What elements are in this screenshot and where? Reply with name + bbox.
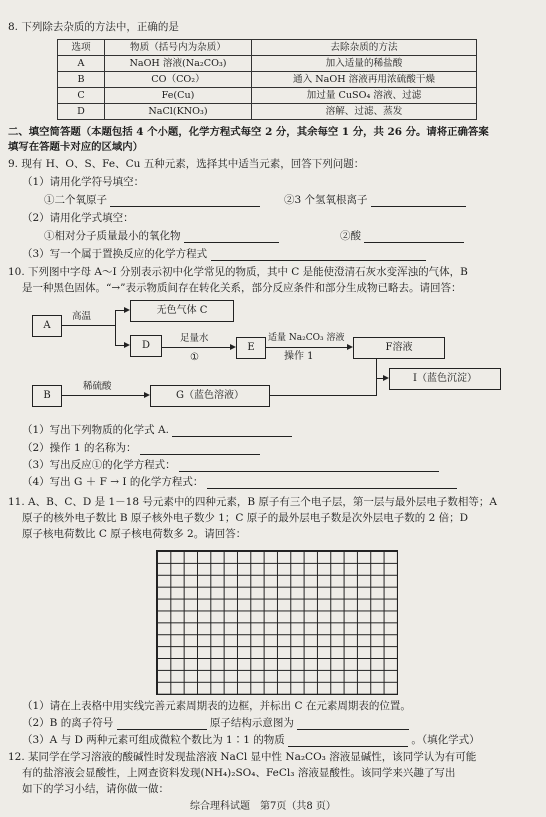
label-high-temp: 高温 (72, 311, 92, 322)
q9-part1b (284, 194, 466, 207)
q11-q2-label: （2）B 的离子符号 (22, 717, 114, 729)
arrow-head (144, 392, 150, 398)
q9-part2a (44, 230, 279, 243)
q9-part1a (44, 194, 260, 207)
answer-blank[interactable] (172, 426, 292, 437)
q11-q3-label: （3）A 与 D 两种元素可组成微粒个数比为 1∶1 的物质 (22, 734, 285, 746)
q10-q3-label: （3）写出反应①的化学方程式： (22, 459, 176, 471)
box-c: 无色气体 C (130, 300, 234, 322)
box-d: D (130, 335, 162, 357)
table-cell: B (58, 72, 105, 88)
box-b: B (32, 385, 62, 407)
section2-heading: 二、填空简答题（本题包括 4 个小题，化学方程式每空 2 分，其余每空 1 分，共 26 分。请将正确答案 (8, 126, 489, 138)
connector-line (376, 378, 383, 379)
arrow-head (230, 344, 236, 350)
box-e: E (236, 337, 266, 359)
answer-blank[interactable] (110, 196, 260, 207)
table-row (58, 104, 477, 120)
table-row (58, 72, 477, 88)
q11-q2 (22, 717, 409, 730)
q9-part1a-label: ①二个氧原子 (44, 194, 107, 206)
q10-q2 (22, 442, 260, 455)
q11-stem-cont: 原子的核外电子数比 B 原子核外电子数少 1；C 原子的最外层电子数是次外层电子数的 2 倍；D (22, 512, 469, 524)
arrow-head (124, 342, 130, 348)
q11-q1: （1）请在上表格中用实线完善元素周期表的边框，并标出 C 在元素周期表的位置。 (22, 700, 411, 712)
table-cell: 加入适量的稀盐酸 (252, 56, 477, 72)
connector-line (61, 325, 116, 326)
q9-stem: 9. 现有 H、O、S、Fe、Cu 五种元素，选择其中适当元素，回答下列问题： (8, 158, 365, 170)
table-cell: D (58, 104, 105, 120)
header-cell: 物质（括号内为杂质） (105, 40, 252, 56)
q8-stem: 8. 下列除去杂质的方法中，正确的是 (8, 21, 179, 33)
q11-q3-label2: 。（填化学式） (411, 734, 480, 746)
box-i: I（蓝色沉淀） (389, 368, 501, 390)
q9-part1b-label: ②3 个氢氧根离子 (284, 194, 368, 206)
connector-line (376, 358, 377, 378)
periodic-table-grid[interactable] (156, 550, 398, 695)
q11-q3 (22, 734, 480, 747)
q11-stem: 11. A、B、C、D 是 1－18 号元素中的四种元素，B 原子有三个电子层，第一层与最外层电子数相等；A (8, 496, 497, 508)
table-row (58, 56, 477, 72)
q10-q4 (22, 476, 457, 489)
page-footer: 综合理科试题 第7页（共8 页） (190, 801, 336, 812)
q9-part3 (22, 248, 426, 261)
table-cell: A (58, 56, 105, 72)
label-reaction-1: ① (190, 352, 199, 363)
connector-line (376, 378, 377, 396)
q10-q2-label: （2）操作 1 的名称为： (22, 442, 137, 454)
table-cell: CO（CO₂） (105, 72, 252, 88)
q9-part1: （1）请用化学符号填空： (22, 176, 145, 188)
table-cell: C (58, 88, 105, 104)
q9-part3-label: （3）写一个属于置换反应的化学方程式 (22, 248, 208, 260)
connector-line (269, 395, 376, 396)
table-cell: NaCl(KNO₃) (105, 104, 252, 120)
answer-blank[interactable] (371, 196, 466, 207)
answer-blank[interactable] (207, 478, 457, 489)
arrow-head (383, 375, 389, 381)
q9-part2a-label: ①相对分子质量最小的氧化物 (44, 230, 181, 242)
connector-line (115, 310, 116, 346)
connector-line (161, 347, 230, 348)
header-cell: 去除杂质的方法 (252, 40, 477, 56)
q12-stem-cont: 有的盐溶液会显酸性，上网查资料发现(NH₄)₂SO₄、FeCl₃ 溶液显酸性。该同学来兴趣了写出 (22, 767, 456, 779)
table-cell: 溶解、过滤、蒸发 (252, 104, 477, 120)
header-cell: 选项 (58, 40, 105, 56)
section2-heading-cont: 填写在答题卡对应的区域内） (8, 141, 144, 153)
answer-blank[interactable] (140, 444, 260, 455)
q10-stem: 10. 下列图中字母 A～I 分别表示初中化学常见的物质，其中 C 是能使澄清石灰水变浑浊的气体，B (8, 266, 468, 278)
box-f: F溶液 (353, 337, 445, 359)
answer-blank[interactable] (117, 719, 207, 730)
q9-part2b (340, 230, 464, 243)
box-g: G（蓝色溶液） (150, 385, 270, 407)
answer-blank[interactable] (288, 736, 408, 747)
table-cell: Fe(Cu) (105, 88, 252, 104)
arrow-head (124, 307, 130, 313)
label-add-water: 足量水 (180, 333, 209, 344)
arrow-head (347, 344, 353, 350)
label-dilute-acid: 稀硫酸 (83, 381, 112, 392)
q11-q2-label2: 原子结构示意图为 (209, 717, 294, 729)
answer-blank[interactable] (184, 232, 279, 243)
q10-q1 (22, 424, 292, 437)
q10-q4-label: （4）写出 G ＋ F → I 的化学方程式： (22, 476, 204, 488)
q11-stem-cont2: 原子核电荷数比 C 原子核电荷数多 2。请回答： (22, 528, 247, 540)
q12-stem-cont2: 如下的学习小结，请你做一做： (22, 783, 169, 795)
answer-blank[interactable] (297, 719, 409, 730)
q10-q3 (22, 459, 439, 472)
box-a: A (32, 315, 62, 337)
connector-line (61, 395, 144, 396)
table-row (58, 88, 477, 104)
label-operation-1: 操作 1 (284, 351, 314, 362)
table-cell: 加过量 CuSO₄ 溶液、过滤 (252, 88, 477, 104)
q9-part2: （2）请用化学式填空： (22, 212, 134, 224)
answer-blank[interactable] (364, 232, 464, 243)
q10-q1-label: （1）写出下列物质的化学式 A. (22, 424, 169, 436)
q12-stem: 12. 某同学在学习溶液的酸碱性时发现盐溶液 NaCl 显中性 Na₂CO₃ 溶液显碱性，该同学认为有可能 (8, 751, 477, 763)
label-na2co3: 适量 Na₂CO₃ 溶液 (268, 333, 345, 343)
connector-line (265, 347, 347, 348)
q8-options-table (57, 39, 477, 120)
q9-part2b-label: ②酸 (340, 230, 361, 242)
answer-blank[interactable] (179, 461, 439, 472)
answer-blank[interactable] (211, 250, 426, 261)
table-cell: 通入 NaOH 溶液再用浓硫酸干燥 (252, 72, 477, 88)
table-header-row (58, 40, 477, 56)
table-cell: NaOH 溶液(Na₂CO₃) (105, 56, 252, 72)
q10-stem-cont: 是一种黑色固体。“→”表示物质间存在转化关系，部分反应条件和部分生成物已略去。请回答： (22, 282, 462, 294)
